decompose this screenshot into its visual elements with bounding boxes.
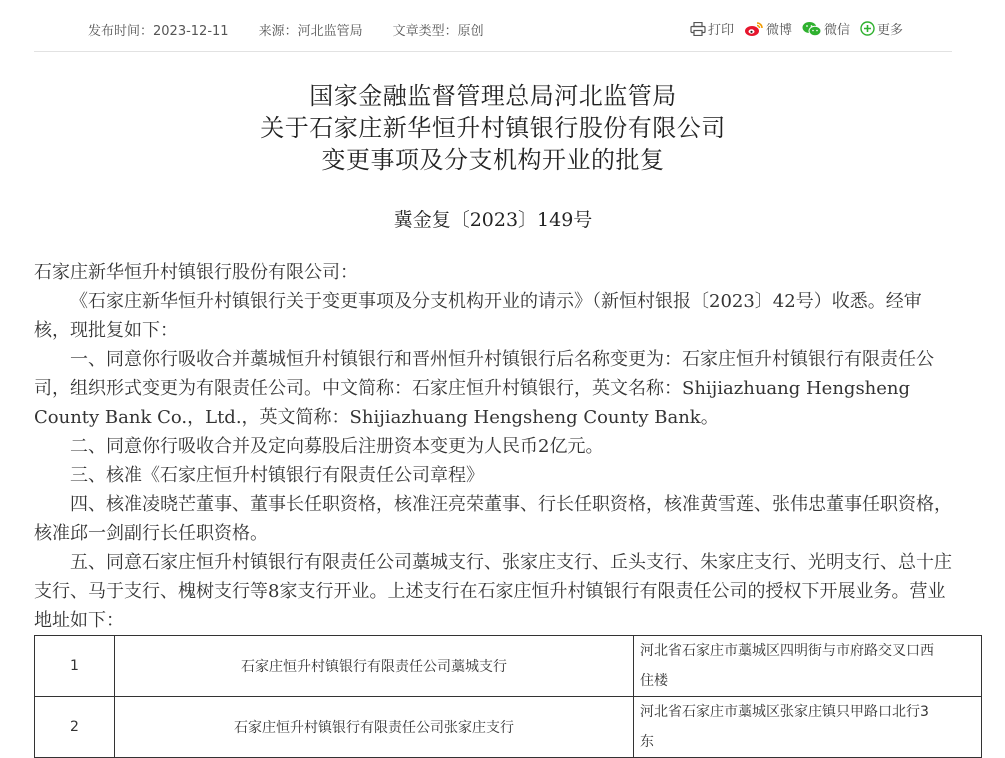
- printer-icon: [690, 22, 706, 36]
- branch-name: 石家庄恒升村镇银行有限责任公司张家庄支行: [115, 697, 634, 758]
- row-number: 1: [35, 636, 115, 697]
- branch-name: 石家庄恒升村镇银行有限责任公司藁城支行: [115, 636, 634, 697]
- print-label: 打印: [708, 23, 735, 38]
- address-line: 住楼: [640, 673, 668, 689]
- address-line: 河北省石家庄市藁城区四明街与市府路交叉口西: [640, 643, 934, 659]
- title-line-3: 变更事项及分支机构开业的批复: [321, 146, 665, 174]
- publish-time: 发布时间：2023-12-11: [88, 24, 229, 39]
- document-body: [34, 258, 952, 635]
- address-line: 东: [640, 734, 654, 750]
- paragraph-2: 二、同意你行吸收合并及定向募股后注册资本变更为人民币2亿元。: [70, 436, 604, 457]
- branch-address: [634, 636, 982, 697]
- weibo-share-button[interactable]: [744, 19, 792, 38]
- wechat-label: 微信: [824, 23, 851, 38]
- paragraph-intro: 《石家庄新华恒升村镇银行关于变更事项及分支机构开业的请示》（新恒村银报〔2023〕42号）收悉。经审核，现批复如下：: [34, 291, 922, 341]
- title-line-2: 关于石家庄新华恒升村镇银行股份有限公司: [260, 114, 726, 142]
- more-label: 更多: [877, 23, 904, 38]
- row-number: 2: [35, 697, 115, 758]
- divider: [34, 51, 952, 52]
- source: 来源：河北监管局: [258, 24, 363, 39]
- weibo-icon: [744, 21, 764, 37]
- article-type: 文章类型：原创: [392, 24, 484, 39]
- more-share-button[interactable]: [860, 19, 903, 38]
- paragraph-1: 一、同意你行吸收合并藁城恒升村镇银行和晋州恒升村镇银行后名称变更为：石家庄恒升村镇银行有限责任公司，组织形式变更为有限责任公司。中文简称：石家庄恒升村镇银行，英文名称：Shijiazhuang Hengsheng County Bank Co.，Ltd.，英文简称：Shijiazhuang Hengsheng County Bank。: [34, 349, 934, 428]
- share-bar: [690, 19, 913, 38]
- branch-address-table: [34, 635, 982, 758]
- paragraph-4: 四、核准凌晓芒董事、董事长任职资格，核准汪亮荣董事、行长任职资格，核准黄雪莲、张伟忠董事任职资格，核准邱一剑副行长任职资格。: [34, 494, 952, 544]
- wechat-icon: [802, 21, 822, 37]
- wechat-share-button[interactable]: [802, 19, 850, 38]
- document-title: [0, 80, 986, 176]
- document-number: 冀金复〔2023〕149号: [393, 209, 593, 231]
- address-line: 河北省石家庄市藁城区张家庄镇只甲路口北行3: [640, 704, 929, 720]
- paragraph-5: 五、同意石家庄恒升村镇银行有限责任公司藁城支行、张家庄支行、丘头支行、朱家庄支行、光明支行、总十庄支行、马于支行、槐树支行等8家支行开业。上述支行在石家庄恒升村镇银行有限责任公司的授权下开展业务。营业地址如下：: [34, 552, 952, 631]
- table-row: [35, 697, 982, 758]
- article-meta: [88, 20, 514, 39]
- plus-circle-icon: [860, 21, 875, 36]
- paragraph-3: 三、核准《石家庄恒升村镇银行有限责任公司章程》: [70, 465, 484, 486]
- weibo-label: 微博: [766, 23, 793, 38]
- salutation: 石家庄新华恒升村镇银行股份有限公司：: [34, 262, 358, 283]
- print-button[interactable]: [690, 19, 734, 38]
- table-row: [35, 636, 982, 697]
- branch-address: [634, 697, 982, 758]
- title-line-1: 国家金融监督管理总局河北监管局: [309, 82, 677, 110]
